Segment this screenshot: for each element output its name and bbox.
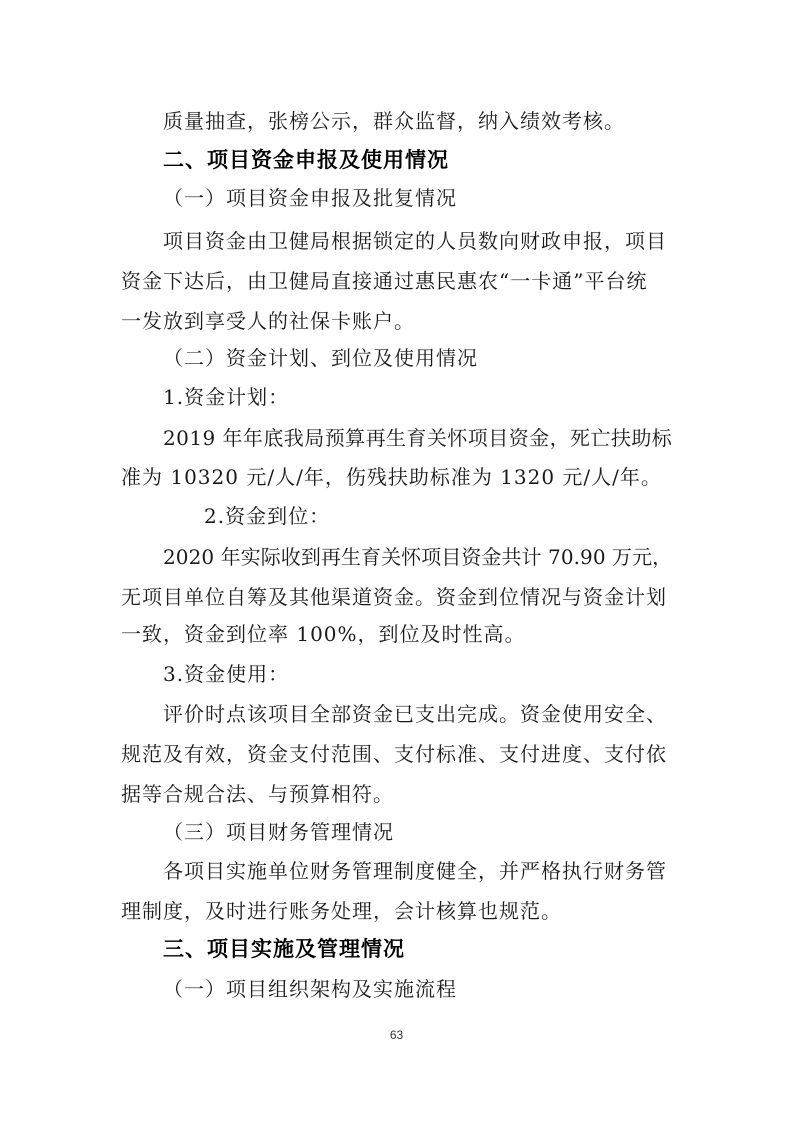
paragraph-line: 规范及有效，资金支付范围、支付标准、支付进度、支付依 [121, 742, 667, 766]
paragraph-line: 据等合规合法、与预算相符。 [121, 782, 394, 806]
paragraph-line: 项目资金由卫健局根据锁定的人员数向财政申报，项目 [163, 229, 667, 253]
page-number: 63 [389, 1028, 404, 1042]
paragraph-line: 无项目单位自筹及其他渠道资金。资金到位情况与资金计划 [121, 585, 667, 609]
paragraph-line: 2020 年实际收到再生育关怀项目资金共计 70.90 万元， [163, 545, 673, 569]
paragraph-line: 质量抽查，张榜公示，群众监督，纳入绩效考核。 [163, 109, 625, 133]
section-heading: 二、项目资金申报及使用情况 [163, 148, 449, 172]
subsection-heading: （三）项目财务管理情况 [163, 820, 394, 844]
section-heading: 三、项目实施及管理情况 [163, 937, 405, 961]
item-heading: 1.资金计划： [163, 385, 290, 409]
paragraph-line: 2019 年年底我局预算再生育关怀项目资金，死亡扶助标 [163, 426, 673, 450]
paragraph-line: 各项目实施单位财务管理制度健全，并严格执行财务管 [163, 859, 667, 883]
paragraph-line: 一致，资金到位率 100%，到位及时性高。 [121, 622, 526, 646]
paragraph-line: 资金下达后，由卫健局直接通过惠民惠农“一卡通”平台统 [121, 269, 648, 293]
paragraph-line: 准为 10320 元/人/年，伤残扶助标准为 1320 元/人/年。 [121, 465, 662, 489]
subsection-heading: （一）项目组织架构及实施流程 [163, 977, 457, 1001]
paragraph-line: 一发放到享受人的社保卡账户。 [121, 309, 415, 333]
paragraph-line: 评价时点该项目全部资金已支出完成。资金使用安全、 [163, 702, 667, 726]
subsection-heading: （二）资金计划、到位及使用情况 [163, 346, 478, 370]
subsection-heading: （一）项目资金申报及批复情况 [163, 186, 457, 210]
item-heading: 2.资金到位： [204, 504, 331, 528]
item-heading: 3.资金使用： [163, 662, 290, 686]
paragraph-line: 理制度，及时进行账务处理，会计核算也规范。 [121, 899, 562, 923]
